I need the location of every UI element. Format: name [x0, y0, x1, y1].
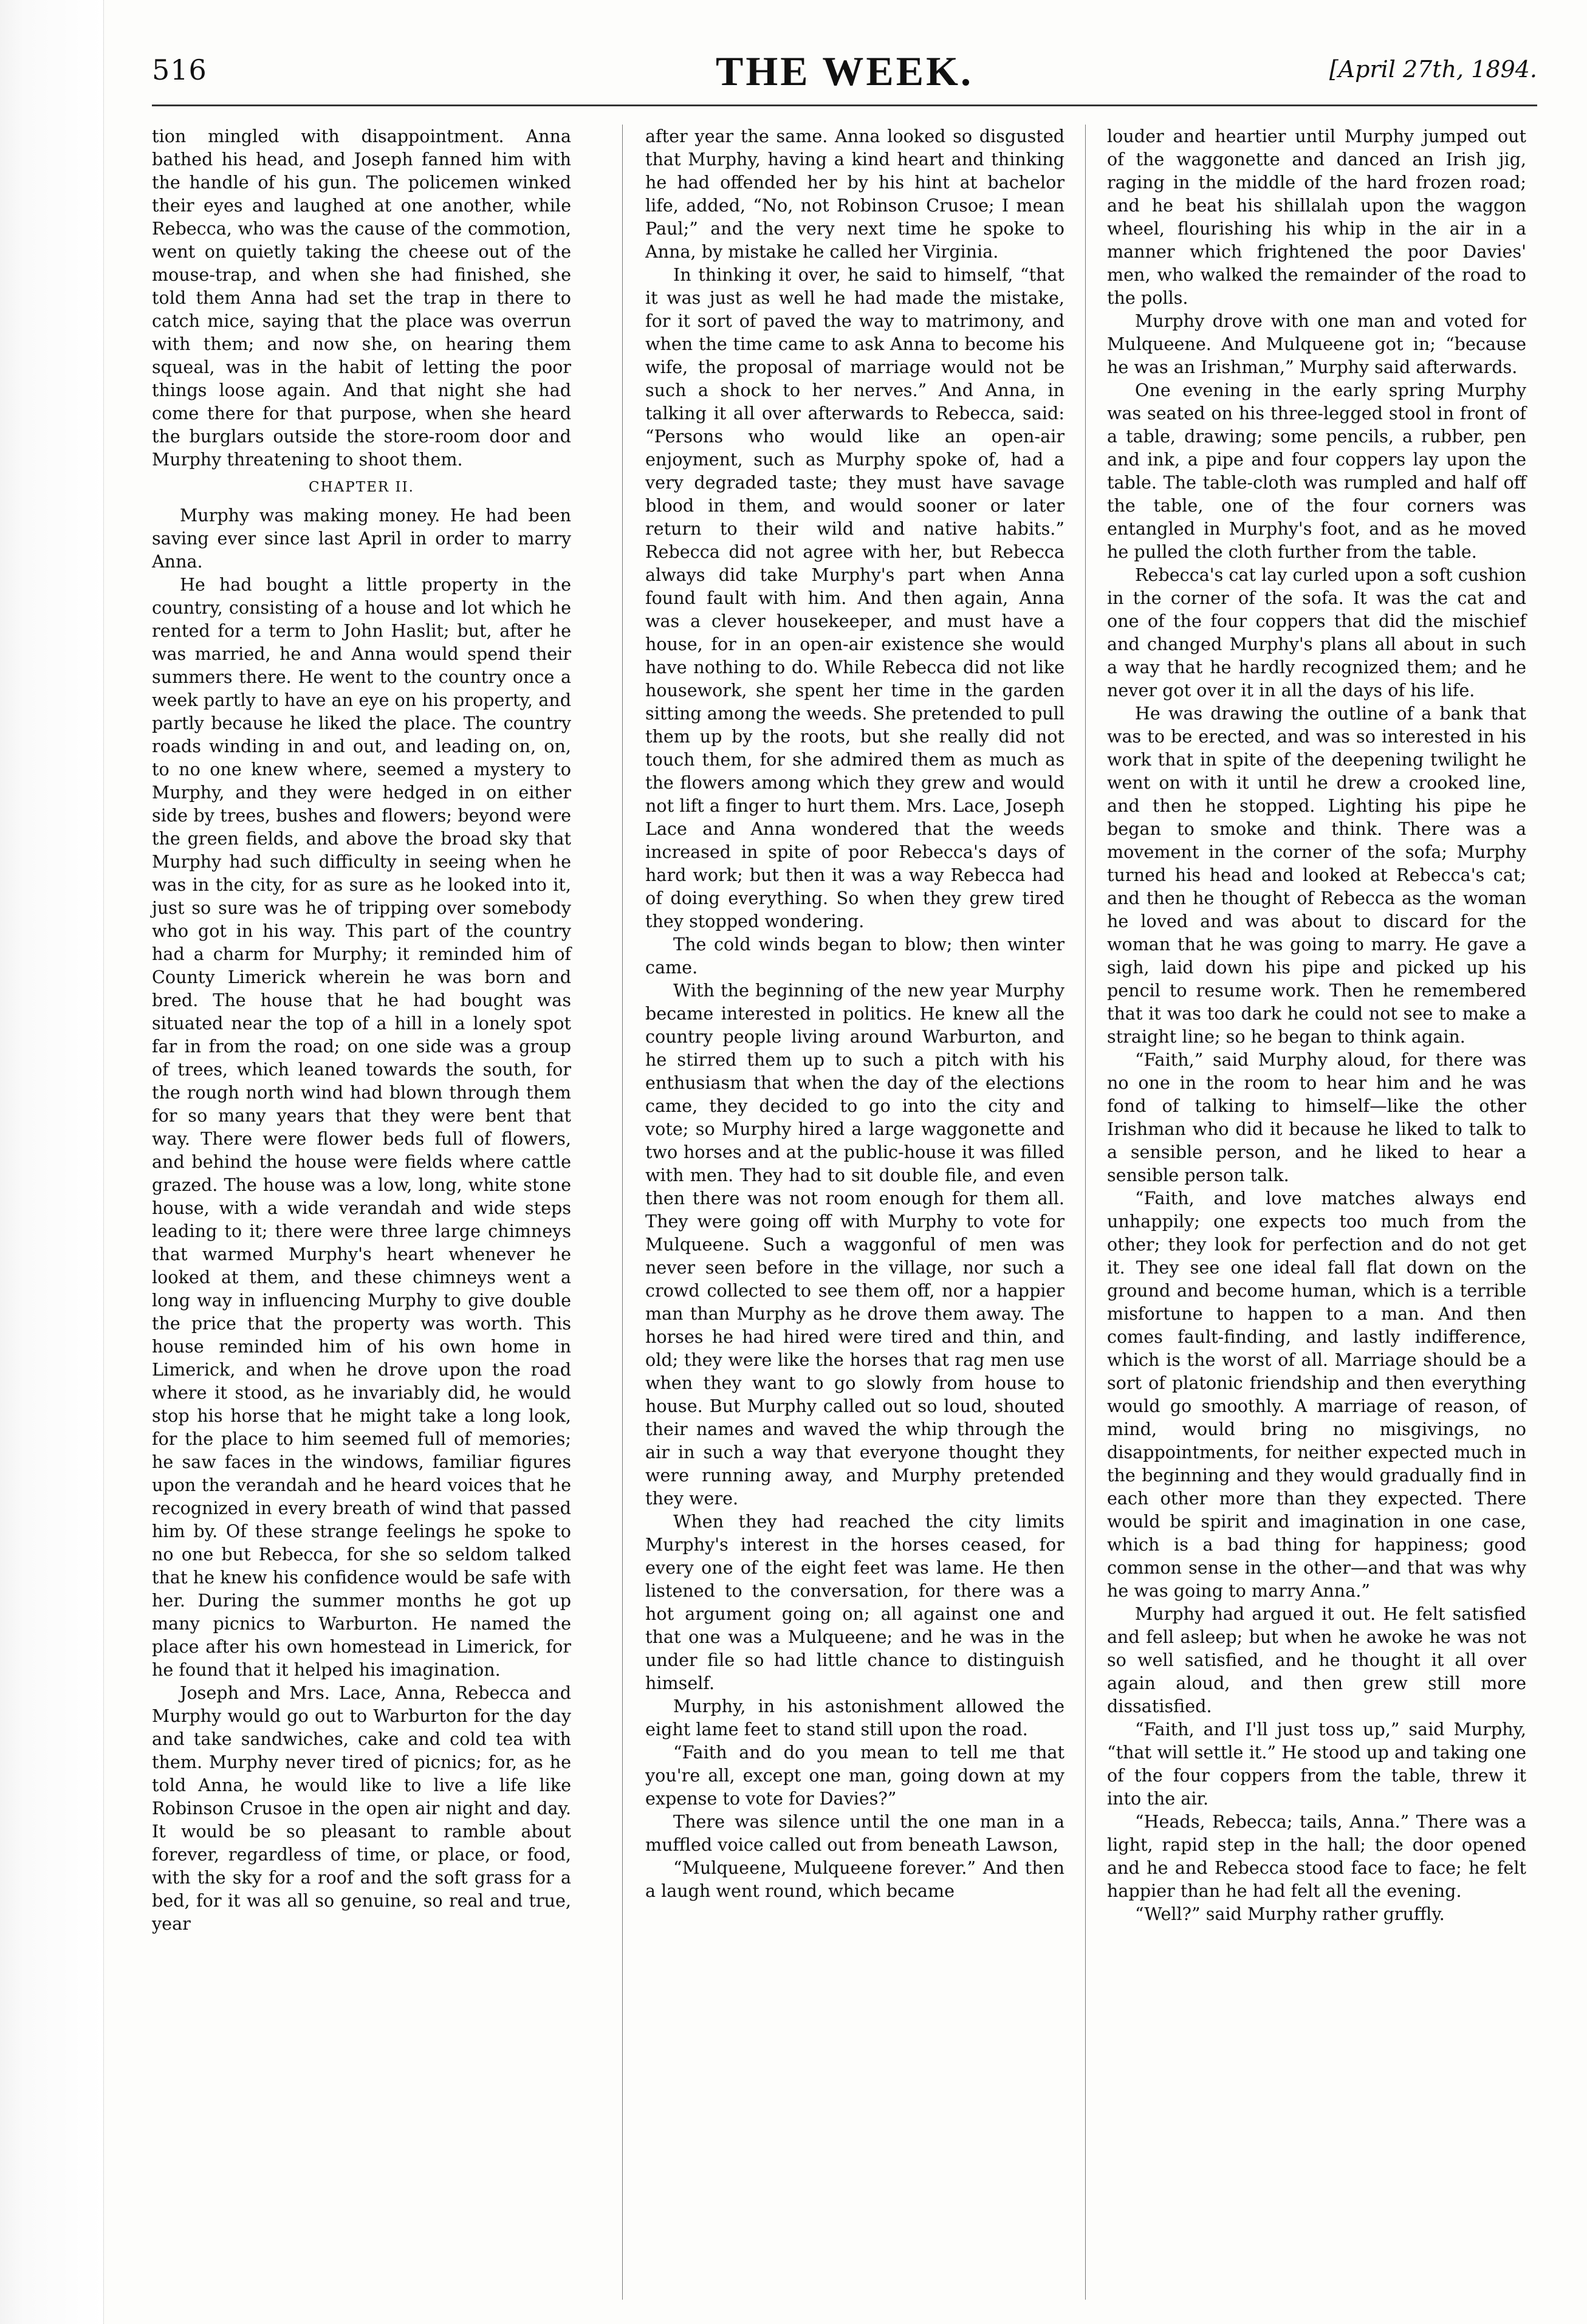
paragraph: Murphy was making money. He had been saving ever since last April in order to marry Anna. — [152, 505, 571, 572]
paragraph: “Faith and do you mean to tell me that you're all, except one man, going down at my expense to vote for Davies?” — [645, 1742, 1064, 1809]
paragraph: “Faith, and love matches always end unhappily; one expects too much from the other; they look for perfection and do not get it. They see one ideal fall flat down on the ground and become human, which is a terrible misfortune to happen to a man. And then comes fault-finding, and lastly indifference, which is the worst of all. Marriage should be a sort of platonic friendship and then everything would go smoothly. A marriage of reason, of mind, would bring no misgivings, no disappointments, for neither expected much in the beginning and they would gradually find in each other more than they expected. There would be spirit and imagination in one case, which is a bad thing for happiness; good common sense in the other—and that was why he was going to marry Anna.” — [1107, 1188, 1526, 1601]
paragraph: Murphy had argued it out. He felt satisfied and fell asleep; but when he awoke he was not so well satisfied, and he thought it all over again aloud, and then grew still more dissatisfied. — [1107, 1603, 1526, 1716]
column-divider — [1085, 125, 1086, 2300]
paragraph: In thinking it over, he said to himself, “that it was just as well he had made the mistake, for it sort of paved the way to matrimony, and when the time came to ask Anna to become his wife, the proposal of marriage would not be such a shock to her nerves.” And Anna, in talking it all over afterwards to Rebecca, said: “Persons who would like an open-air enjoyment, such as Murphy spoke of, had a very degraded taste; they must have savage blood in them, and would sooner or later return to their wild and native habits.” Rebecca did not agree with her, but Rebecca always did take Murphy's part when Anna found fault with him. And then again, Anna was a clever housekeeper, and must have a house, for in an open-air existence she would have nothing to do. While Rebecca did not like housework, she spent her time in the garden sitting among the weeds. She pretended to pull them up by the roots, but she really did not touch them, for she admired them as much as the flowers among which they grew and would not lift a finger to hurt them. Mrs. Lace, Joseph Lace and Anna wondered that the weeds increased in spite of poor Rebecca's days of hard work; but then it was a way Rebecca had of doing everything. So when they grew tired they stopped wondering. — [645, 264, 1064, 931]
paragraph: One evening in the early spring Murphy was seated on his three-legged stool in front of a table, drawing; some pencils, a rubber, pen and ink, a pipe and four coppers lay upon the table. The table-cloth was rumpled and half off the table, one of the four corners was entangled in Murphy's foot, and as he moved he pulled the cloth further from the table. — [1107, 380, 1526, 562]
journal-title: THE WEEK. — [716, 48, 973, 94]
page-header — [152, 47, 1537, 102]
issue-date: [April 27th, 1894. — [1329, 56, 1537, 83]
paragraph: The cold winds began to blow; then winter came. — [645, 934, 1064, 978]
paragraph: Rebecca's cat lay curled upon a soft cushion in the corner of the sofa. It was the cat and one of the four coppers that did the mischief and changed Murphy's plans all about in such a way that he hardly recognized them; and he never got over it in all the days of his life. — [1107, 564, 1526, 701]
page-binding-edge — [0, 0, 104, 2324]
page-number: 516 — [152, 53, 207, 86]
chapter-heading: CHAPTER II. — [309, 479, 414, 495]
paragraph: With the beginning of the new year Murphy became interested in politics. He knew all the country people living around Warburton, and he stirred them up to such a pitch with his enthusiasm that when the day of the elections came, they decided to go into the city and vote; so Murphy hired a large waggonette and two horses and at the public-house it was filled with men. They had to sit double file, and even then there was not room enough for them all. They were going off with Murphy to vote for Mulqueene. Such a waggonful of men was never seen before in the village, nor such a crowd collected to see them off, nor a happier man than Murphy as he drove them away. The horses he had hired were tired and thin, and old; they were like the horses that rag men use when they want to go slowly from house to house. But Murphy called out so loud, shouted their names and waved the whip through the air in such a way that everyone thought they were running away, and Murphy pretended they were. — [645, 980, 1064, 1509]
paragraph: Murphy drove with one man and voted for Mulqueene. And Mulqueene got in; “because he was an Irishman,” Murphy said afterwards. — [1107, 310, 1526, 377]
paragraph: “Faith, and I'll just toss up,” said Murphy, “that will settle it.” He stood up and taking one of the four coppers from the table, threw it into the air. — [1107, 1719, 1526, 1809]
paragraph: Murphy, in his astonishment allowed the eight lame feet to stand still upon the road. — [645, 1696, 1064, 1740]
paragraph: “Faith,” said Murphy aloud, for there was no one in the room to hear him and he was fond of talking to himself—like the other Irishman who did it because he liked to talk to a sensible person, and he liked to hear a sensible person talk. — [1107, 1049, 1526, 1185]
text-column-2 — [645, 125, 1064, 1902]
column-divider — [622, 125, 623, 2300]
paragraph: “Well?” said Murphy rather gruffly. — [1135, 1904, 1445, 1924]
text-column-1 — [152, 125, 571, 1935]
paragraph: He was drawing the outline of a bank that was to be erected, and was so interested in his work that in spite of the deepening twilight he went on with it until he drew a crooked line, and then he stopped. Lighting his pipe he began to smoke and think. There was a movement in the corner of the sofa; Murphy turned his head and looked at Rebecca's cat; and then he thought of Rebecca as the woman he loved and was about to discard for the woman that he was going to marry. He gave a sigh, laid down his pipe and picked up his pencil to resume work. Then he remembered that it was too dark he could not see to make a straight line; so he began to think again. — [1107, 703, 1526, 1047]
header-rule — [152, 105, 1537, 106]
paragraph: Joseph and Mrs. Lace, Anna, Rebecca and Murphy would go out to Warburton for the day and take sandwiches, cake and cold tea with them. Murphy never tired of picnics; for, as he told Anna, he would like to live a life like Robinson Crusoe in the open air night and day. It would be so pleasant to ramble about forever, regardless of time, or place, or food, with the sky for a roof and the soft grass for a bed, for it was all so genuine, so real and true, year — [152, 1682, 571, 1934]
paragraph: “Mulqueene, Mulqueene forever.” And then a laugh went round, which became — [645, 1857, 1064, 1901]
paragraph: louder and heartier until Murphy jumped out of the waggonette and danced an Irish jig, raging in the middle of the hard frozen road; and he beat his shillalah upon the waggon wheel, flourishing his whip in the air in a manner which frightened the poor Davies' men, who walked the remainder of the road to the polls. — [1107, 126, 1526, 308]
paragraph: There was silence until the one man in a muffled voice called out from beneath Lawson, — [645, 1811, 1064, 1855]
paragraph: When they had reached the city limits Murphy's interest in the horses ceased, for every one of the eight feet was lame. He then listened to the conversation, for there was a hot argument going on; all against one and that one was a Mulqueene; and he was in the under file so had little chance to distinguish himself. — [645, 1511, 1064, 1693]
paragraph: after year the same. Anna looked so disgusted that Murphy, having a kind heart and thinking he had offended her by his hint at bachelor life, added, “No, not Robinson Crusoe; I mean Paul;” and the very next time he spoke to Anna, by mistake he called her Virginia. — [645, 126, 1064, 262]
paragraph: He had bought a little property in the country, consisting of a house and lot which he rented for a term to John Haslit; but, after he was married, he and Anna would spend their summers there. He went to the country once a week partly to have an eye on his property, and partly because he liked the place. The country roads winding in and out, and leading on, on, to no one knew where, seemed a mystery to Murphy, and they were hedged in on either side by trees, bushes and flowers; beyond were the green fields, and above the broad sky that Murphy had such difficulty in seeing when he was in the city, for as sure as he looked into it, just so sure was he of tripping over somebody who got in his way. This part of the country had a charm for Murphy; it reminded him of County Limerick wherein he was born and bred. The house that he had bought was situated near the top of a hill in a lonely spot far in from the road; on one side was a group of trees, which leaned towards the south, for the rough north wind had blown through them for so many years that they were bent that way. There were flower beds full of flowers, and behind the house were fields where cattle grazed. The house was a low, long, white stone house, with a wide verandah and wide steps leading to it; there were three large chimneys that warmed Murphy's heart whenever he looked at them, and these chimneys went a long way in influencing Murphy to give double the price that the property was worth. This house reminded him of his own home in Limerick, and when he drove upon the road where it stood, as he invariably did, he would stop his horse that he might take a long look, for the place to him seemed full of memories; he saw faces in the windows, familiar figures upon the verandah and he heard voices that he recognized in every breath of wind that passed him by. Of these strange feelings he spoke to no one but Rebecca, for she so seldom talked that he knew his confidence would be safe with her. During the summer months he got up many picnics to Warburton. He named the place after his own homestead in Limerick, for he found that it helped his imagination. — [152, 574, 571, 1680]
paragraph: “Heads, Rebecca; tails, Anna.” There was a light, rapid step in the hall; the door opened and he and Rebecca stood face to face; he felt happier than he had felt all the evening. — [1107, 1811, 1526, 1901]
text-column-3 — [1107, 125, 1526, 1925]
paragraph: tion mingled with disappointment. Anna bathed his head, and Joseph fanned him with the handle of his gun. The policemen winked their eyes and laughed at one another, while Rebecca, who was the cause of the commotion, went on quietly taking the cheese out of the mouse-trap, and when she had finished, she told them Anna had set the trap in there to catch mice, saying that the place was overrun with them; and now she, on hearing them squeal, was in the habit of letting the poor things loose again. And that night she had come there for that purpose, when she heard the burglars outside the store-room door and Murphy threatening to shoot them. — [152, 126, 571, 470]
